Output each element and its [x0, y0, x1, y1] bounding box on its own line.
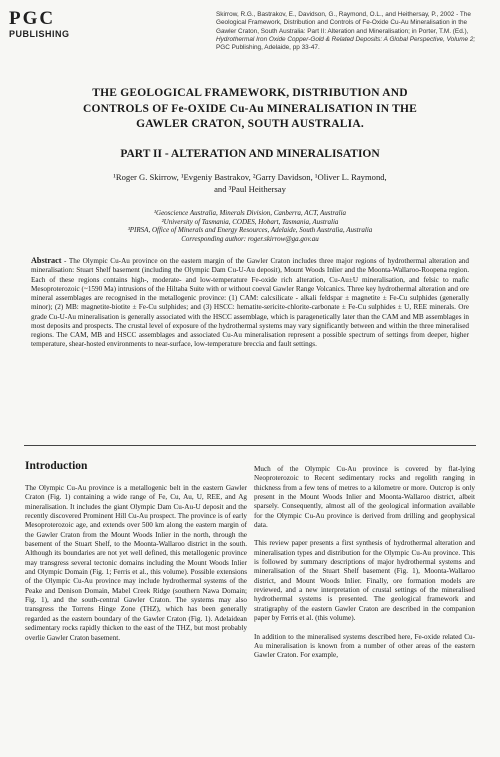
abstract: [31, 256, 469, 350]
authors-line: ¹Roger G. Skirrow, ¹Evgeniy Bastrakov, ²Garry Davidson, ¹Oliver L. Raymond,: [113, 172, 387, 182]
paragraph: The Olympic Cu-Au province is a metallogenic belt in the eastern Gawler Craton (Fig. 1) containing a wide range of Fe, Cu, Au, U, REE, and Ag mineralisation. It includes the giant Olympic Dam Cu-Au-U deposit and the recently discovered Prominent Hill Cu-Au prospect. The province is of early Mesoproterozoic age, and extends over 500 km along the eastern margin of the Gawler Craton from the Mount Woods Inlier in the north, through the basement of the Stuart Shelf, to the Moonta-Wallaroo district in the south. Although its boundaries are not yet well defined, this metallogenic province may transgress several tectonic domains including the Mount Woods Inlier and Olympic Domain (Fig. 1; Ferris et al., this volume). Possible extensions of the Olympic Cu-Au province may include hydrothermal systems of the Peake and Denison Domain, Mabel Creek Ridge (southern Nawa Domain; Fig. 1), and the south-central Gawler Craton. The systems may also transgress the Torrens Hinge Zone (THZ), which has been generally regarded as the eastern boundary of the Gawler Craton (Fig. 1). Adelaidean sedimentary rocks rapidly thicken to the east of the THZ, but most probably overlie Gawler Craton basement.: [25, 484, 247, 642]
title-line: GAWLER CRATON, SOUTH AUSTRALIA.: [136, 118, 364, 130]
corresponding-author: Corresponding author: roger.skirrow@ga.gov.au: [181, 234, 319, 243]
logo-pgc: PGC: [9, 8, 56, 29]
introduction-heading: Introduction: [25, 460, 88, 472]
paragraph: This review paper presents a first synthesis of hydrothermal alteration and mineralisation types and distribution for the Olympic Cu-Au province. This is followed by summary descriptions of major hydrothermal systems and mineralisation of the Stuart Shelf basement (Fig. 1), Moonta-Wallaroo district, and Mount Woods Inlier. Finally, ore formation models are reviewed, and a new interpretation of crustal settings of the mineralised hydrothermal systems is presented. The geological framework and stratigraphy of the eastern Gawler Craton are described in the companion paper by Ferris et al. (this volume).: [254, 539, 475, 623]
paragraph: In addition to the mineralised systems described here, Fe-oxide related Cu-Au mineralisation is known from a number of other areas of the eastern Gawler Craton. For example,: [254, 632, 475, 660]
publisher-logo: [9, 9, 79, 40]
abstract-text: - The Olympic Cu-Au province on the eastern margin of the Gawler Craton includes three major regions of hydrothermal alteration and mineralisation: Stuart Shelf basement (including the Olympic Dam Cu-U-Au deposit), Mount Woods Inlier and the Moonta-Wallaroo-Roopena region. Each of these regions contains high-, moderate- and low-temperature Fe-oxide rich alteration, Cu-Au±U mineralisation, and felsic to mafic Mesoproterozoic (~1590 Ma) intrusions of the Hiltaba Suite with or without coeval Gawler Range Volcanics. Three key hydrothermal alteration and ore mineral assemblages are recognised in the metallogenic province: (1) CAM: calcsilicate - alkali feldspar ± magnetite ± Fe-Cu sulphides (generally minor); (2) MB: magnetite-biotite ± Fe-Cu sulphides; and (3) HSCC: hematite-sericite-chlorite-carbonate ± Fe-Cu sulphides ± U, REE minerals. Ore grade Cu-U-Au mineralisation is generally associated with the HSCC assemblage, which is paragenetically later than the CAM and MB assemblages in most deposits and prospects. The crustal level of exposure of the hydrothermal systems may vary significantly between and within the three mineralised regions. The CAM, MB and HSCC assemblages and associated Cu-Au mineralisation represent a possible spectrum of settings from deeper, higher temperature, shear-hosted environments to near-surface, low-temperature breccia and fault settings.: [31, 257, 469, 349]
logo-publishing: PUBLISHING: [9, 29, 70, 39]
paper-title: [20, 86, 480, 133]
left-column: [25, 484, 247, 652]
affiliation-2: ²University of Tasmania, CODES, Hobart, Tasmania, Australia: [161, 217, 339, 226]
citation-line: Gawler Craton, South Australia: Part II: Alteration and Mineralisation; in Porter, T.M. (Ed.),: [216, 27, 469, 35]
title-line: CONTROLS OF Fe-OXIDE Cu-Au MINERALISATION IN THE: [83, 102, 417, 115]
citation-line: Hydrothermal Iron Oxide Copper-Gold & Related Deposits: A Global Perspective, Volume 2;: [216, 35, 476, 43]
abstract-label: Abstract: [31, 256, 62, 265]
right-column: [254, 465, 475, 670]
authors-line: and ³Paul Heithersay: [214, 184, 286, 194]
paragraph: Much of the Olympic Cu-Au province is covered by flat-lying Neoproterozoic to Recent sedimentary rocks and regolith ranging in thickness from a few tens of metres to a kilometre or more. Outcrop is only present in the Mount Woods Inlier and Moonta-Wallaroo district, albeit sparsely. Consequently, almost all of the geological information available for the Olympic Cu-Au province is derived from drilling and geophysical data.: [254, 465, 475, 530]
affiliation-3: ³PIRSA, Office of Minerals and Energy Resources, Adelaide, South Australia, Australia: [127, 226, 373, 235]
citation-line: Skirrow, R.G., Bastrakov, E., Davidson, G., Raymond, O.L., and Heithersay, P., 2002 - The: [216, 11, 471, 18]
citation-line: Geological Framework, Distribution and Controls of Fe-Oxide Cu-Au Mineralisation in the: [216, 19, 468, 27]
paper-subtitle: PART II - ALTERATION AND MINERALISATION: [120, 148, 380, 160]
citation-block: [216, 11, 494, 52]
citation-line: PGC Publishing, Adelaide, pp 33-47.: [216, 44, 320, 52]
affiliations: [20, 209, 480, 243]
affiliation-1: ¹Geoscience Australia, Minerals Division, Canberra, ACT, Australia: [153, 209, 347, 217]
title-line: THE GEOLOGICAL FRAMEWORK, DISTRIBUTION AND: [92, 87, 408, 99]
section-divider: [24, 445, 476, 446]
author-list: [20, 171, 480, 195]
